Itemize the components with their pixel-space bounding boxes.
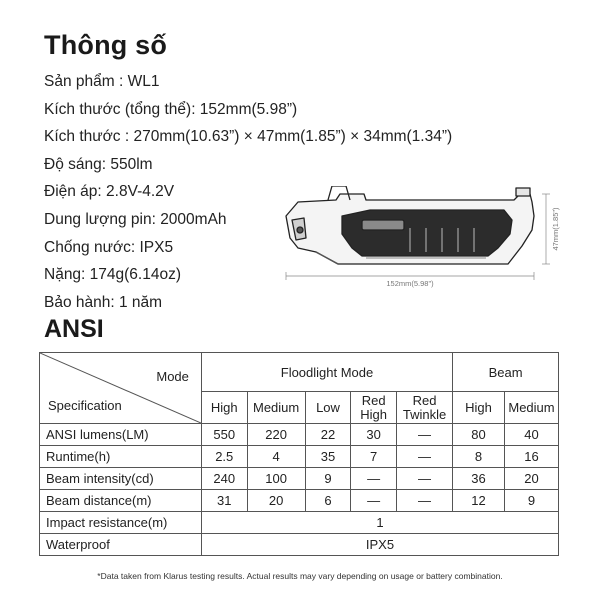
table-cell: — [396,424,452,446]
table-row [40,424,559,446]
drawing-width-label: 152mm(5.98") [386,279,434,288]
subheader-beam-high: High [453,392,505,424]
waterproof-value: IPX5 [201,534,558,556]
table-cell: 30 [351,424,397,446]
table-cell: 36 [453,468,505,490]
table-cell: 220 [247,424,305,446]
table-cell: — [351,468,397,490]
spec-item-weight: Nặng: 174g(6.14oz) [44,266,182,284]
table-cell: 240 [201,468,247,490]
footnote: *Data taken from Klarus testing results. Actual results may vary depending on usage or battery combination. [97,571,503,581]
ansi-title: ANSI [44,315,104,343]
spec-item-warranty: Bảo hành: 1 năm [44,293,163,311]
impact-value: 1 [201,512,558,534]
row-label: Beam intensity(cd) [40,468,202,490]
table-cell: 12 [453,490,505,512]
table-cell: — [396,468,452,490]
spec-item-waterproof: Chống nước: IPX5 [44,238,174,256]
subheader-high: High [201,392,247,424]
row-label-waterproof: Waterproof [40,534,202,556]
table-cell: 9 [504,490,558,512]
table-cell: 9 [305,468,351,490]
spec-item-dimensions: Kích thước : 270mm(10.63”) × 47mm(1.85”) × 34mm(1.34”) [44,128,453,146]
table-cell: 16 [504,446,558,468]
table-row-waterproof [40,534,559,556]
table-cell: 35 [305,446,351,468]
table-cell: — [396,446,452,468]
table-cell: — [351,490,397,512]
spec-item-brightness: Độ sáng: 550lm [44,155,153,173]
table-cell: 80 [453,424,505,446]
table-cell: — [396,490,452,512]
subheader-low: Low [305,392,351,424]
table-cell: 2.5 [201,446,247,468]
table-row [40,446,559,468]
row-label: Beam distance(m) [40,490,202,512]
corner-spec-label: Specification [48,398,122,413]
subheader-beam-medium: Medium [504,392,558,424]
spec-item-product: Sản phẩm : WL1 [44,73,160,90]
page-title: Thông số [44,30,168,60]
row-label: ANSI lumens(LM) [40,424,202,446]
table-cell: 6 [305,490,351,512]
spec-item-battery: Dung lượng pin: 2000mAh [44,210,227,228]
table-row [40,490,559,512]
subheader-medium: Medium [247,392,305,424]
table-cell: 40 [504,424,558,446]
subheader-red-twinkle: Red Twinkle [396,392,452,424]
header-floodlight-mode: Floodlight Mode [201,353,452,392]
table-cell: 4 [247,446,305,468]
spec-item-voltage: Điện áp: 2.8V-4.2V [44,183,175,201]
table-cell: 100 [247,468,305,490]
table-row-impact [40,512,559,534]
table-cell: 20 [247,490,305,512]
row-label-impact: Impact resistance(m) [40,512,202,534]
product-drawing [276,186,566,294]
row-label: Runtime(h) [40,446,202,468]
subheader-red-high: Red High [351,392,397,424]
drawing-height-label: 47mm(1.85") [551,207,560,251]
table-cell: 7 [351,446,397,468]
table-row [40,468,559,490]
table-cell: 8 [453,446,505,468]
table-cell: 22 [305,424,351,446]
header-beam: Beam [453,353,559,392]
corner-mode-label: Mode [156,369,189,384]
spec-item-overall-size: Kích thước (tổng thể): 152mm(5.98”) [44,100,298,118]
table-corner-cell [40,353,202,424]
table-cell: 31 [201,490,247,512]
ansi-spec-table [39,352,559,556]
table-cell: 550 [201,424,247,446]
table-cell: 20 [504,468,558,490]
